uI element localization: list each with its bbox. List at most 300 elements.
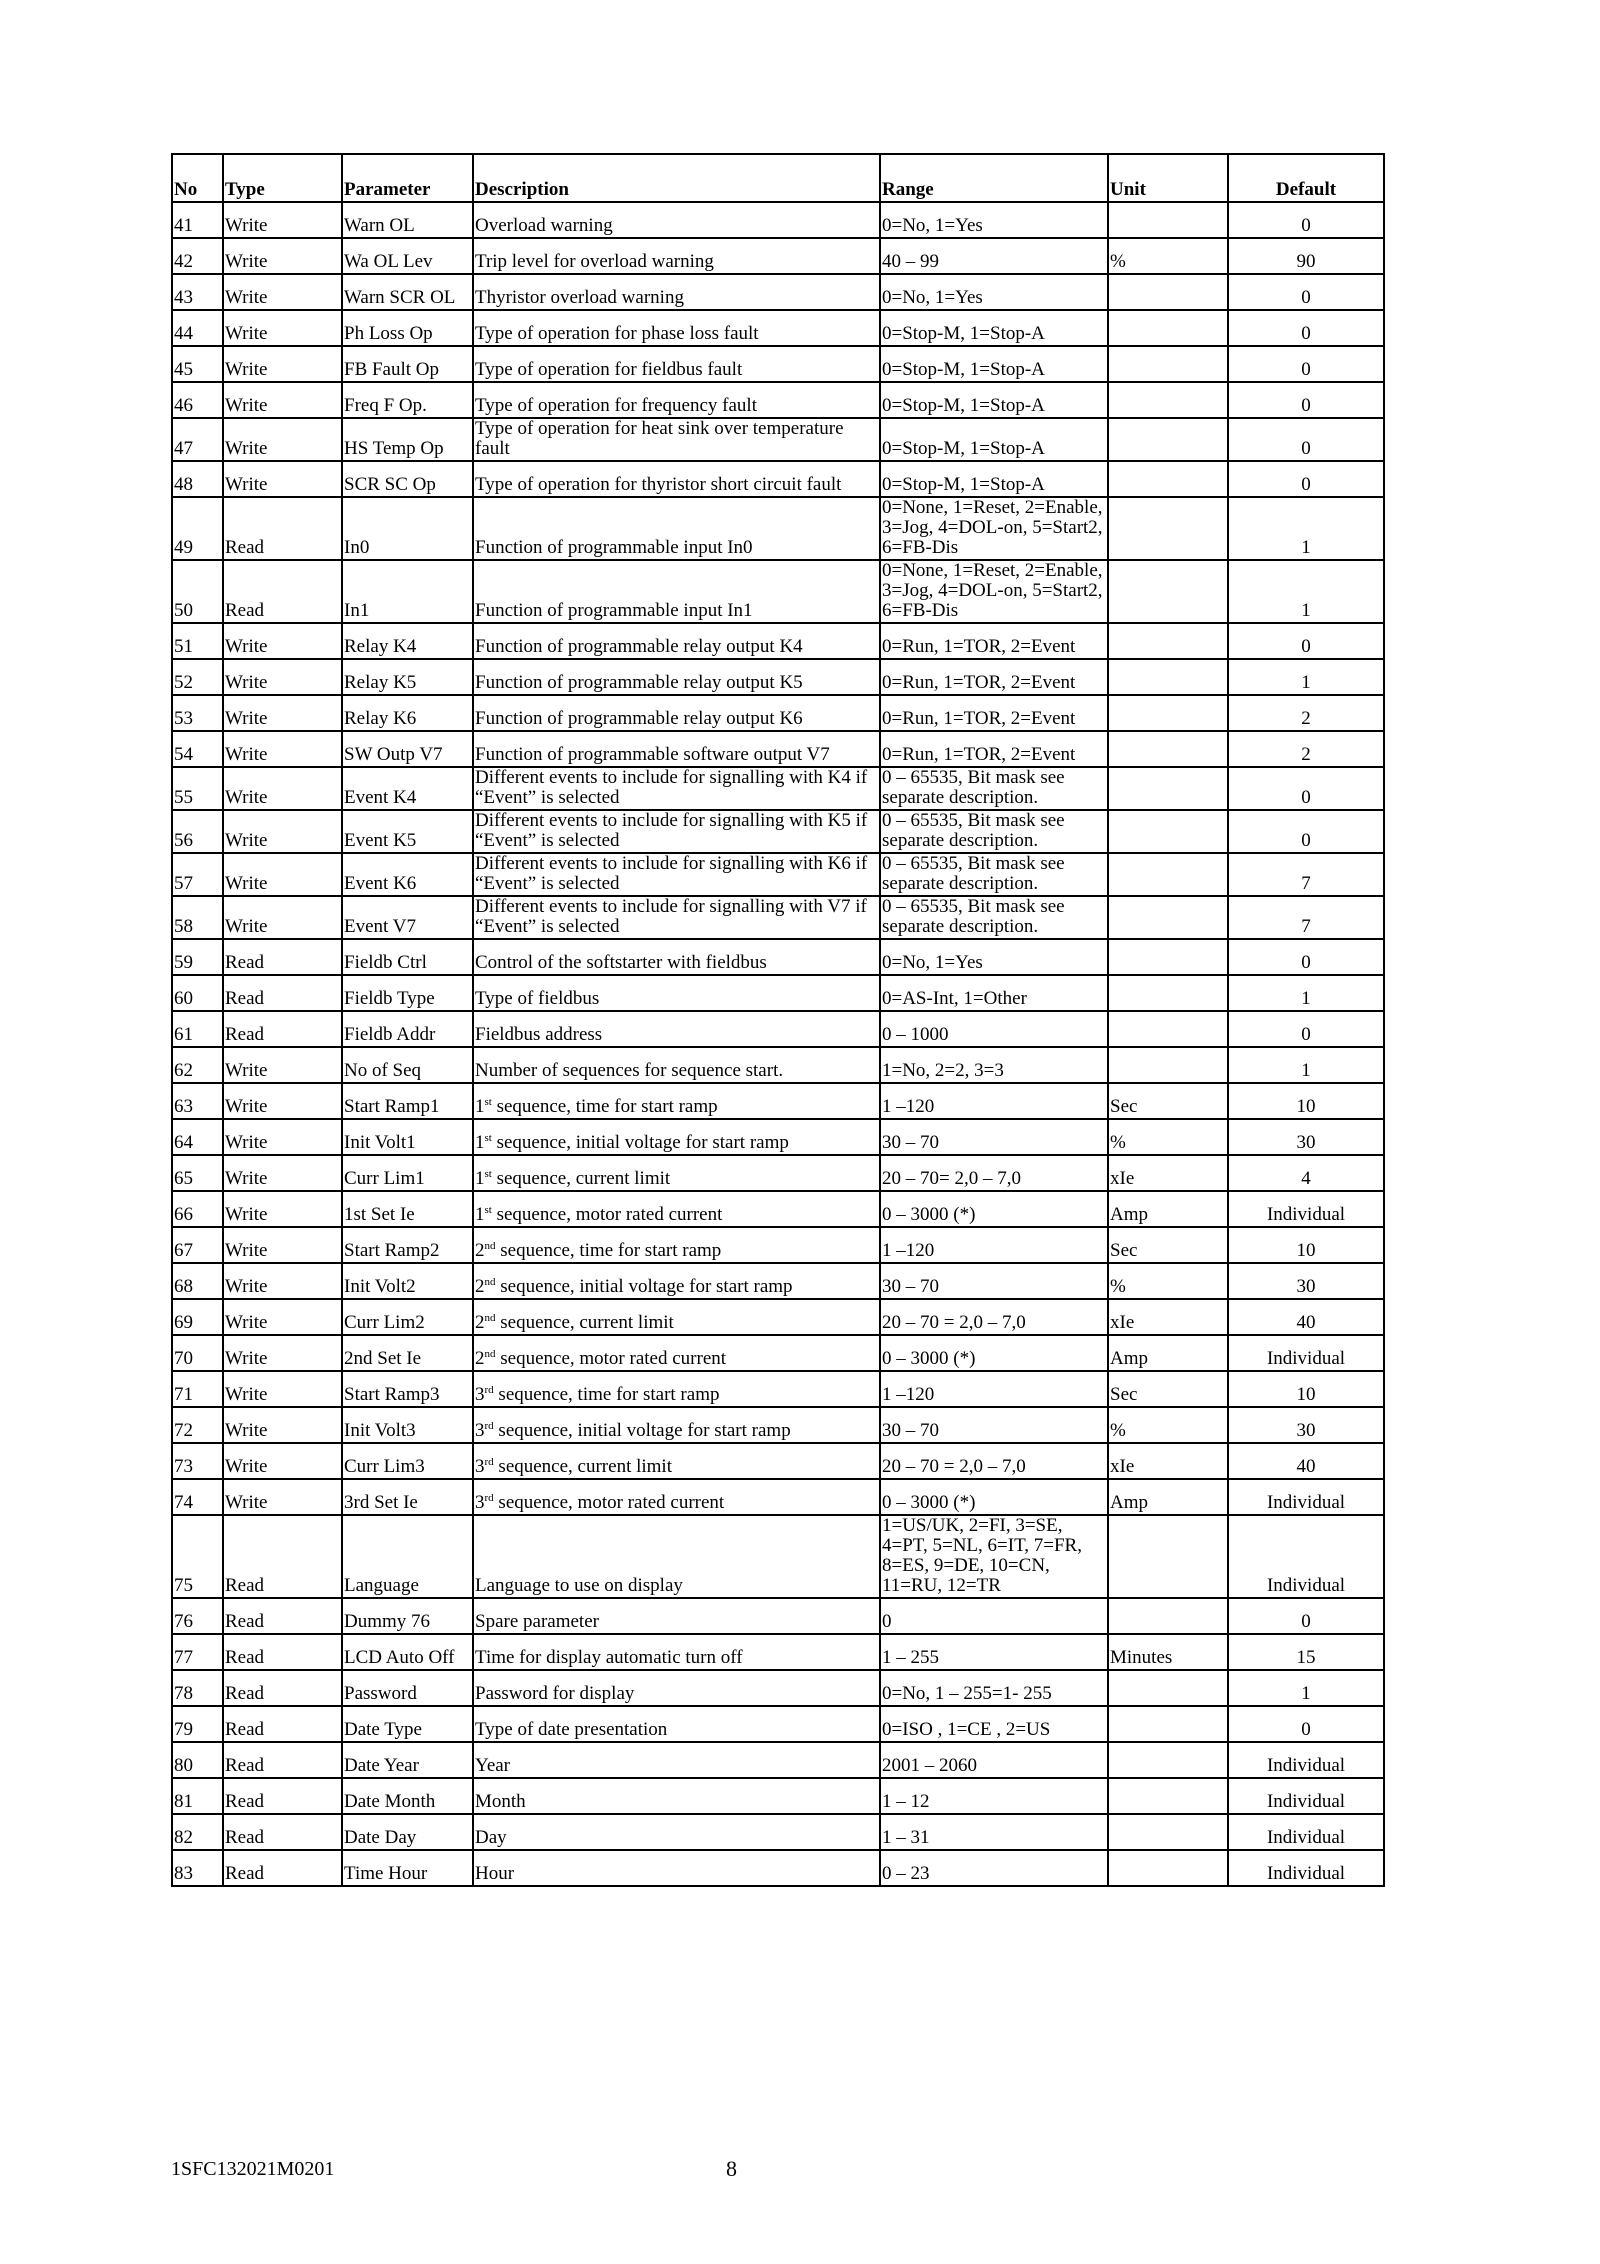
cell-parameter: SW Outp V7 [342, 731, 473, 767]
cell-parameter: Relay K5 [342, 659, 473, 695]
table-row [172, 659, 1384, 695]
ordinal-suffix: nd [484, 1348, 496, 1360]
cell-parameter: In0 [342, 497, 473, 560]
cell-type: Write [223, 1047, 342, 1083]
table-row [172, 767, 1384, 810]
sequence-ordinal: 2 [475, 1348, 485, 1369]
table-row [172, 1227, 1384, 1263]
cell-range: 1 –120 [880, 1371, 1108, 1407]
cell-unit: Amp [1108, 1479, 1228, 1515]
table-row [172, 731, 1384, 767]
cell-no: 49 [172, 497, 223, 560]
cell-unit [1108, 731, 1228, 767]
cell-default: 30 [1228, 1263, 1384, 1299]
cell-default: Individual [1228, 1742, 1384, 1778]
cell-type: Read [223, 1814, 342, 1850]
cell-no: 61 [172, 1011, 223, 1047]
cell-parameter: Language [342, 1515, 473, 1598]
description-text: sequence, current limit [491, 1168, 671, 1189]
cell-no: 73 [172, 1443, 223, 1479]
cell-description: Type of fieldbus [473, 975, 880, 1011]
cell-description: Different events to include for signalling with K4 if “Event” is selected [473, 767, 880, 810]
cell-type: Write [223, 623, 342, 659]
cell-type: Write [223, 1443, 342, 1479]
cell-parameter: Fieldb Addr [342, 1011, 473, 1047]
cell-parameter: Start Ramp3 [342, 1371, 473, 1407]
cell-type: Write [223, 1263, 342, 1299]
cell-range: 0=No, 1=Yes [880, 202, 1108, 238]
cell-default: Individual [1228, 1335, 1384, 1371]
cell-parameter: Time Hour [342, 1850, 473, 1886]
table-row [172, 1407, 1384, 1443]
ordinal-suffix: rd [484, 1456, 494, 1468]
cell-unit [1108, 346, 1228, 382]
cell-parameter: Fieldb Ctrl [342, 939, 473, 975]
cell-unit [1108, 310, 1228, 346]
cell-parameter: 3rd Set Ie [342, 1479, 473, 1515]
cell-description: Spare parameter [473, 1598, 880, 1634]
ordinal-suffix: nd [484, 1240, 496, 1252]
cell-unit [1108, 659, 1228, 695]
cell-range: 0 – 3000 (*) [880, 1479, 1108, 1515]
table-row [172, 1299, 1384, 1335]
cell-default: 40 [1228, 1299, 1384, 1335]
table-row [172, 1634, 1384, 1670]
cell-unit [1108, 1706, 1228, 1742]
cell-default: 0 [1228, 461, 1384, 497]
description-text: sequence, motor rated current [491, 1204, 723, 1225]
table-row [172, 853, 1384, 896]
sequence-ordinal: 3 [475, 1420, 485, 1441]
ordinal-suffix: st [484, 1132, 492, 1144]
cell-description: Trip level for overload warning [473, 238, 880, 274]
header-no: No [172, 154, 223, 202]
cell-type: Write [223, 659, 342, 695]
table-row [172, 1706, 1384, 1742]
table-row [172, 1778, 1384, 1814]
cell-no: 41 [172, 202, 223, 238]
cell-description: Different events to include for signalling with K5 if “Event” is selected [473, 810, 880, 853]
cell-range: 20 – 70 = 2,0 – 7,0 [880, 1299, 1108, 1335]
table-row [172, 896, 1384, 939]
cell-default: 1 [1228, 975, 1384, 1011]
sequence-ordinal: 2 [475, 1276, 485, 1297]
cell-unit [1108, 1814, 1228, 1850]
cell-range: 30 – 70 [880, 1263, 1108, 1299]
ordinal-suffix: st [484, 1096, 492, 1108]
cell-description: Type of operation for thyristor short circuit fault [473, 461, 880, 497]
cell-unit [1108, 461, 1228, 497]
cell-range: 0 – 65535, Bit mask see separate description. [880, 810, 1108, 853]
cell-default: 0 [1228, 810, 1384, 853]
cell-description: Type of operation for heat sink over temperature fault [473, 418, 880, 461]
cell-no: 83 [172, 1850, 223, 1886]
cell-range: 1 –120 [880, 1083, 1108, 1119]
cell-description: Function of programmable relay output K5 [473, 659, 880, 695]
cell-type: Write [223, 382, 342, 418]
cell-default: 30 [1228, 1119, 1384, 1155]
cell-no: 51 [172, 623, 223, 659]
sequence-ordinal: 3 [475, 1384, 485, 1405]
table-row [172, 975, 1384, 1011]
cell-type: Read [223, 1011, 342, 1047]
cell-range: 0=Run, 1=TOR, 2=Event [880, 659, 1108, 695]
cell-range: 0=No, 1=Yes [880, 274, 1108, 310]
cell-default: 1 [1228, 1047, 1384, 1083]
cell-no: 71 [172, 1371, 223, 1407]
cell-type: Write [223, 461, 342, 497]
cell-description [473, 1155, 880, 1191]
cell-parameter: Date Month [342, 1778, 473, 1814]
cell-no: 62 [172, 1047, 223, 1083]
sequence-ordinal: 1 [475, 1096, 485, 1117]
table-row [172, 1443, 1384, 1479]
cell-unit [1108, 853, 1228, 896]
cell-type: Read [223, 1634, 342, 1670]
cell-description: Function of programmable relay output K4 [473, 623, 880, 659]
cell-range: 0=Stop-M, 1=Stop-A [880, 310, 1108, 346]
cell-parameter: Date Type [342, 1706, 473, 1742]
cell-no: 52 [172, 659, 223, 695]
cell-unit [1108, 695, 1228, 731]
table-row [172, 497, 1384, 560]
cell-unit: xIe [1108, 1155, 1228, 1191]
cell-description [473, 1443, 880, 1479]
cell-description: Fieldbus address [473, 1011, 880, 1047]
cell-no: 42 [172, 238, 223, 274]
cell-type: Write [223, 1299, 342, 1335]
ordinal-suffix: st [484, 1204, 492, 1216]
table-row [172, 1119, 1384, 1155]
cell-default: 0 [1228, 418, 1384, 461]
cell-parameter: Curr Lim3 [342, 1443, 473, 1479]
cell-default: 1 [1228, 1670, 1384, 1706]
cell-unit [1108, 1850, 1228, 1886]
cell-default: 0 [1228, 1011, 1384, 1047]
cell-description [473, 1371, 880, 1407]
cell-unit [1108, 274, 1228, 310]
parameter-table [171, 153, 1385, 1887]
table-row [172, 238, 1384, 274]
cell-unit [1108, 623, 1228, 659]
cell-no: 44 [172, 310, 223, 346]
cell-type: Write [223, 853, 342, 896]
table-row [172, 274, 1384, 310]
cell-default: 10 [1228, 1227, 1384, 1263]
cell-parameter: 2nd Set Ie [342, 1335, 473, 1371]
cell-no: 56 [172, 810, 223, 853]
cell-unit: Minutes [1108, 1634, 1228, 1670]
cell-unit [1108, 1598, 1228, 1634]
cell-type: Write [223, 810, 342, 853]
cell-description: Time for display automatic turn off [473, 1634, 880, 1670]
table-row [172, 1263, 1384, 1299]
cell-range: 1=No, 2=2, 3=3 [880, 1047, 1108, 1083]
cell-no: 82 [172, 1814, 223, 1850]
cell-unit [1108, 896, 1228, 939]
cell-type: Write [223, 310, 342, 346]
cell-type: Write [223, 238, 342, 274]
cell-type: Write [223, 1191, 342, 1227]
cell-default: 0 [1228, 202, 1384, 238]
table-row [172, 1814, 1384, 1850]
table-row [172, 1083, 1384, 1119]
header-parameter: Parameter [342, 154, 473, 202]
cell-range: 0 – 65535, Bit mask see separate description. [880, 853, 1108, 896]
cell-no: 59 [172, 939, 223, 975]
header-unit: Unit [1108, 154, 1228, 202]
cell-unit: Sec [1108, 1371, 1228, 1407]
cell-unit: Sec [1108, 1083, 1228, 1119]
cell-unit: Amp [1108, 1335, 1228, 1371]
header-default: Default [1228, 154, 1384, 202]
cell-type: Write [223, 1335, 342, 1371]
cell-no: 46 [172, 382, 223, 418]
cell-parameter: LCD Auto Off [342, 1634, 473, 1670]
cell-default: 10 [1228, 1083, 1384, 1119]
table-row [172, 939, 1384, 975]
cell-description: Year [473, 1742, 880, 1778]
header-range: Range [880, 154, 1108, 202]
cell-unit: % [1108, 238, 1228, 274]
cell-default: 7 [1228, 853, 1384, 896]
cell-type: Write [223, 1407, 342, 1443]
table-row [172, 1670, 1384, 1706]
cell-description: Function of programmable input In0 [473, 497, 880, 560]
cell-parameter: Warn SCR OL [342, 274, 473, 310]
cell-parameter: SCR SC Op [342, 461, 473, 497]
cell-no: 53 [172, 695, 223, 731]
cell-parameter: Event K4 [342, 767, 473, 810]
sequence-ordinal: 2 [475, 1312, 485, 1333]
cell-unit [1108, 1742, 1228, 1778]
table-row [172, 695, 1384, 731]
cell-description [473, 1335, 880, 1371]
cell-no: 63 [172, 1083, 223, 1119]
cell-no: 55 [172, 767, 223, 810]
sequence-ordinal: 1 [475, 1132, 485, 1153]
cell-type: Read [223, 939, 342, 975]
cell-default: 90 [1228, 238, 1384, 274]
cell-parameter: HS Temp Op [342, 418, 473, 461]
cell-no: 65 [172, 1155, 223, 1191]
table-row [172, 1335, 1384, 1371]
table-row [172, 310, 1384, 346]
header-type: Type [223, 154, 342, 202]
cell-parameter: Fieldb Type [342, 975, 473, 1011]
cell-type: Read [223, 1742, 342, 1778]
table-row [172, 202, 1384, 238]
cell-default: 40 [1228, 1443, 1384, 1479]
cell-type: Read [223, 1670, 342, 1706]
cell-range: 20 – 70= 2,0 – 7,0 [880, 1155, 1108, 1191]
cell-unit [1108, 939, 1228, 975]
cell-type: Read [223, 975, 342, 1011]
cell-no: 72 [172, 1407, 223, 1443]
cell-description: Hour [473, 1850, 880, 1886]
cell-parameter: Freq F Op. [342, 382, 473, 418]
table-row [172, 1047, 1384, 1083]
cell-default: Individual [1228, 1191, 1384, 1227]
cell-no: 58 [172, 896, 223, 939]
cell-unit [1108, 560, 1228, 623]
document-id: 1SFC132021M0201 [171, 2158, 335, 2180]
description-text: sequence, current limit [493, 1456, 672, 1477]
cell-type: Write [223, 1119, 342, 1155]
cell-default: Individual [1228, 1515, 1384, 1598]
cell-description [473, 1119, 880, 1155]
table-row [172, 810, 1384, 853]
ordinal-suffix: nd [484, 1276, 496, 1288]
table-row [172, 623, 1384, 659]
cell-unit: % [1108, 1407, 1228, 1443]
description-text: sequence, initial voltage for start ramp [491, 1132, 789, 1153]
cell-range: 0=AS-Int, 1=Other [880, 975, 1108, 1011]
cell-parameter: Event K5 [342, 810, 473, 853]
cell-no: 67 [172, 1227, 223, 1263]
cell-range: 0 [880, 1598, 1108, 1634]
cell-description: Day [473, 1814, 880, 1850]
cell-default: 0 [1228, 274, 1384, 310]
cell-range: 0 – 3000 (*) [880, 1191, 1108, 1227]
cell-unit: xIe [1108, 1299, 1228, 1335]
cell-no: 57 [172, 853, 223, 896]
header-description: Description [473, 154, 880, 202]
cell-default: 1 [1228, 659, 1384, 695]
description-text: sequence, motor rated current [493, 1492, 725, 1513]
cell-description [473, 1479, 880, 1515]
cell-unit [1108, 202, 1228, 238]
cell-type: Read [223, 1850, 342, 1886]
sequence-ordinal: 1 [475, 1168, 485, 1189]
sequence-ordinal: 2 [475, 1240, 485, 1261]
description-text: sequence, initial voltage for start ramp [493, 1420, 791, 1441]
cell-unit [1108, 810, 1228, 853]
cell-default: 0 [1228, 382, 1384, 418]
table-row [172, 1598, 1384, 1634]
cell-type: Write [223, 896, 342, 939]
cell-parameter: Init Volt3 [342, 1407, 473, 1443]
cell-range: 0 – 1000 [880, 1011, 1108, 1047]
cell-no: 77 [172, 1634, 223, 1670]
table-body [172, 202, 1384, 1886]
cell-description: Number of sequences for sequence start. [473, 1047, 880, 1083]
cell-description: Language to use on display [473, 1515, 880, 1598]
cell-no: 45 [172, 346, 223, 382]
cell-description: Function of programmable software output V7 [473, 731, 880, 767]
cell-type: Write [223, 1371, 342, 1407]
sequence-ordinal: 1 [475, 1204, 485, 1225]
cell-unit: xIe [1108, 1443, 1228, 1479]
cell-parameter: Warn OL [342, 202, 473, 238]
cell-description: Password for display [473, 1670, 880, 1706]
cell-default: 2 [1228, 731, 1384, 767]
cell-no: 48 [172, 461, 223, 497]
cell-type: Write [223, 1479, 342, 1515]
cell-parameter: Init Volt2 [342, 1263, 473, 1299]
cell-parameter: Start Ramp2 [342, 1227, 473, 1263]
table-row [172, 560, 1384, 623]
cell-range: 0=Stop-M, 1=Stop-A [880, 461, 1108, 497]
description-text: sequence, time for start ramp [495, 1240, 722, 1261]
cell-no: 80 [172, 1742, 223, 1778]
cell-range: 0=No, 1=Yes [880, 939, 1108, 975]
cell-parameter: No of Seq [342, 1047, 473, 1083]
cell-default: Individual [1228, 1850, 1384, 1886]
cell-default: 0 [1228, 1598, 1384, 1634]
cell-parameter: Date Year [342, 1742, 473, 1778]
cell-default: 15 [1228, 1634, 1384, 1670]
cell-no: 74 [172, 1479, 223, 1515]
cell-parameter: Ph Loss Op [342, 310, 473, 346]
cell-default: 0 [1228, 310, 1384, 346]
cell-description: Type of operation for frequency fault [473, 382, 880, 418]
cell-no: 69 [172, 1299, 223, 1335]
cell-range: 0=Stop-M, 1=Stop-A [880, 346, 1108, 382]
cell-range: 0=Run, 1=TOR, 2=Event [880, 623, 1108, 659]
cell-unit: % [1108, 1119, 1228, 1155]
cell-parameter: Event V7 [342, 896, 473, 939]
cell-range: 1 – 12 [880, 1778, 1108, 1814]
cell-range: 0 – 23 [880, 1850, 1108, 1886]
cell-description: Control of the softstarter with fieldbus [473, 939, 880, 975]
cell-default: 0 [1228, 346, 1384, 382]
cell-parameter: Curr Lim2 [342, 1299, 473, 1335]
cell-default: Individual [1228, 1778, 1384, 1814]
cell-type: Read [223, 497, 342, 560]
description-text: sequence, time for start ramp [491, 1096, 718, 1117]
cell-type: Write [223, 767, 342, 810]
cell-description [473, 1263, 880, 1299]
cell-unit [1108, 1670, 1228, 1706]
cell-no: 79 [172, 1706, 223, 1742]
cell-type: Write [223, 1227, 342, 1263]
cell-default: 0 [1228, 623, 1384, 659]
cell-description [473, 1191, 880, 1227]
ordinal-suffix: rd [484, 1384, 494, 1396]
cell-no: 60 [172, 975, 223, 1011]
table-row [172, 461, 1384, 497]
cell-description: Type of operation for fieldbus fault [473, 346, 880, 382]
table-row [172, 1850, 1384, 1886]
cell-range: 0=Stop-M, 1=Stop-A [880, 382, 1108, 418]
cell-parameter: 1st Set Ie [342, 1191, 473, 1227]
cell-range: 0=None, 1=Reset, 2=Enable, 3=Jog, 4=DOL-on, 5=Start2, 6=FB-Dis [880, 560, 1108, 623]
description-text: sequence, motor rated current [495, 1348, 727, 1369]
cell-no: 78 [172, 1670, 223, 1706]
page-number: 8 [726, 2156, 737, 2181]
description-text: sequence, current limit [495, 1312, 674, 1333]
cell-parameter: In1 [342, 560, 473, 623]
table-row [172, 1155, 1384, 1191]
cell-no: 66 [172, 1191, 223, 1227]
cell-range: 0=No, 1 – 255=1- 255 [880, 1670, 1108, 1706]
cell-unit [1108, 1778, 1228, 1814]
cell-parameter: Relay K4 [342, 623, 473, 659]
cell-default: Individual [1228, 1479, 1384, 1515]
ordinal-suffix: nd [484, 1312, 496, 1324]
cell-no: 70 [172, 1335, 223, 1371]
cell-unit: Sec [1108, 1227, 1228, 1263]
cell-description: Function of programmable input In1 [473, 560, 880, 623]
cell-parameter: Init Volt1 [342, 1119, 473, 1155]
cell-type: Write [223, 274, 342, 310]
cell-type: Write [223, 695, 342, 731]
cell-range: 0=ISO , 1=CE , 2=US [880, 1706, 1108, 1742]
cell-range: 0=Run, 1=TOR, 2=Event [880, 731, 1108, 767]
cell-default: 0 [1228, 767, 1384, 810]
cell-parameter: Dummy 76 [342, 1598, 473, 1634]
